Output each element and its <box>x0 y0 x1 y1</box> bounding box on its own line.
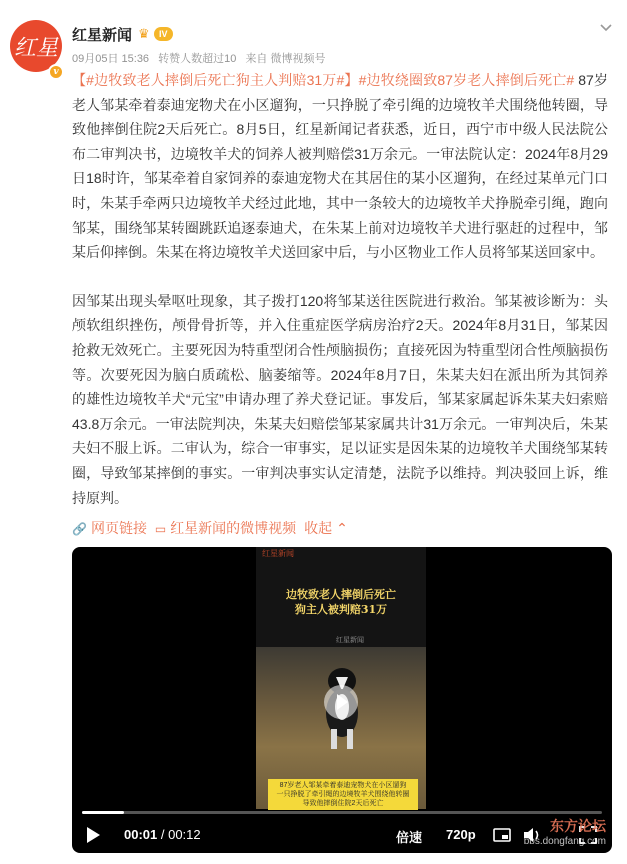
pip-icon[interactable] <box>492 825 512 845</box>
video-link[interactable]: 红星新闻的微博视频 <box>170 520 297 536</box>
caption-line-1: 87岁老人邹某牵着泰迪宠物犬在小区遛狗 <box>279 782 407 789</box>
video-frame <box>256 547 426 809</box>
post-links <box>72 518 352 538</box>
time-separator: / <box>157 827 169 842</box>
post-header <box>10 12 617 77</box>
caption-line-3: 导致他摔倒住院2天后死亡 <box>302 800 384 807</box>
topic-link-2[interactable]: #边牧绕圈致87岁老人摔倒后死亡# <box>358 72 575 88</box>
overlay-title-line-1: 边牧致老人摔倒后死亡 <box>286 588 396 601</box>
time-display <box>124 827 201 842</box>
duration: 00:12 <box>168 827 201 842</box>
video-caption <box>268 779 418 810</box>
web-link[interactable]: 网页链接 <box>90 520 147 536</box>
video-player[interactable] <box>72 547 612 853</box>
progress-bar[interactable] <box>82 811 602 814</box>
overlay-title-line-2: 狗主人被判赔31万 <box>294 603 388 616</box>
speed-button[interactable]: 倍速 <box>396 830 423 845</box>
post-source[interactable]: 来自 微博视频号 <box>245 53 326 65</box>
collapse-link[interactable]: 收起 <box>304 520 333 536</box>
frame-logo: 红星新闻 <box>262 549 294 558</box>
avatar[interactable] <box>10 20 62 77</box>
post-date[interactable]: 09月05日 15:36 <box>72 53 150 65</box>
watermark-logo: 东方论坛 <box>550 818 606 834</box>
paragraph-1-text: 87岁老人邹某牵着泰迪宠物犬在小区遛狗，一只挣脱了牵引绳的边境牧羊犬围绕他转圈，导致他摔倒住院2天后死亡。8月5日，红星新闻记者获悉，近日，西宁市中级人民法院公布二审判决书，边境牧羊犬的饲养人被判赔偿31万余元。一审法院认定：2024年8月29日18时许，邹某牵着自家饲养的泰迪宠物犬在其居住的某小区遛狗，在经过某单元门口时，朱某手牵两只边境牧羊犬经过此地，其中一条较大的边境牧羊犬挣脱牵引绳，跑向邹某，围绕邹某转圈跳跃追逐泰迪犬，在朱某上前对边境牧羊犬进行驱赶的过程中，邹某后仰摔倒。朱某在将边境牧羊犬送回家中后，与小区物业工作人员将邹某送回家中。 <box>72 72 608 261</box>
topic-link-1[interactable]: 【#边牧致老人摔倒后死亡狗主人判赔31万#】 <box>72 72 359 88</box>
post-meta <box>72 50 332 66</box>
post-body <box>72 68 608 510</box>
current-time: 00:01 <box>124 827 158 842</box>
account-name[interactable]: 红星新闻 <box>72 27 133 44</box>
frame-source: 红星新闻 <box>336 637 364 644</box>
watermark <box>524 816 606 847</box>
play-icon[interactable] <box>84 826 102 844</box>
chevron-up-icon[interactable]: ⌃ <box>336 520 348 536</box>
paragraph-2: 因邹某出现头晕呕吐现象，其子拨打120将邹某送往医院进行救治。邹某被诊断为：头颅软组织挫伤，颅骨骨折等，并入住重症医学病房治疗2天。2024年8月31日，邹某因抢救无效死亡。主要死因为特重型闭合性颅脑损伤；直接死因为特重型闭合性颅脑损伤等。次要死因为脑白质疏松、脑萎缩等。2024年8月7日，朱某夫妇在派出所为其饲养的雄性边境牧羊犬“元宝”申请办理了养犬登记证。事发后，邹某家属起诉朱某夫妇索赔43.8万余元。一审法院判决，朱某夫妇赔偿邹某家属共计31万余元。一审判决后，朱某夫妇不服上诉。二审认为，综合一审事实，足以证实是因朱某的边境牧羊犬围绕邹某转圈，导致邹某摔倒的事实。一审判决事实认定清楚，法院予以维持。判决驳回上诉，维持原判。 <box>72 292 608 506</box>
verified-icon: v <box>48 64 64 80</box>
video-icon: ▭ <box>154 522 167 536</box>
center-play-button[interactable] <box>324 685 358 719</box>
chevron-down-icon[interactable] <box>599 20 613 34</box>
crown-icon: ♛ <box>138 26 150 41</box>
overlay-title <box>256 587 426 617</box>
link-icon: 🔗 <box>72 522 87 536</box>
paragraph-1 <box>72 68 608 265</box>
repost-count: 转赞人数超过10 <box>158 53 237 65</box>
watermark-url: bbs.dongfang.com <box>523 836 606 847</box>
level-badge[interactable]: IV <box>154 27 173 41</box>
quality-button[interactable]: 720p <box>446 827 476 842</box>
avatar-text: 红星 <box>13 35 58 61</box>
caption-line-2: 一只挣脱了牵引绳的边境牧羊犬围绕他转圈 <box>276 791 410 798</box>
progress-fill <box>82 811 124 814</box>
